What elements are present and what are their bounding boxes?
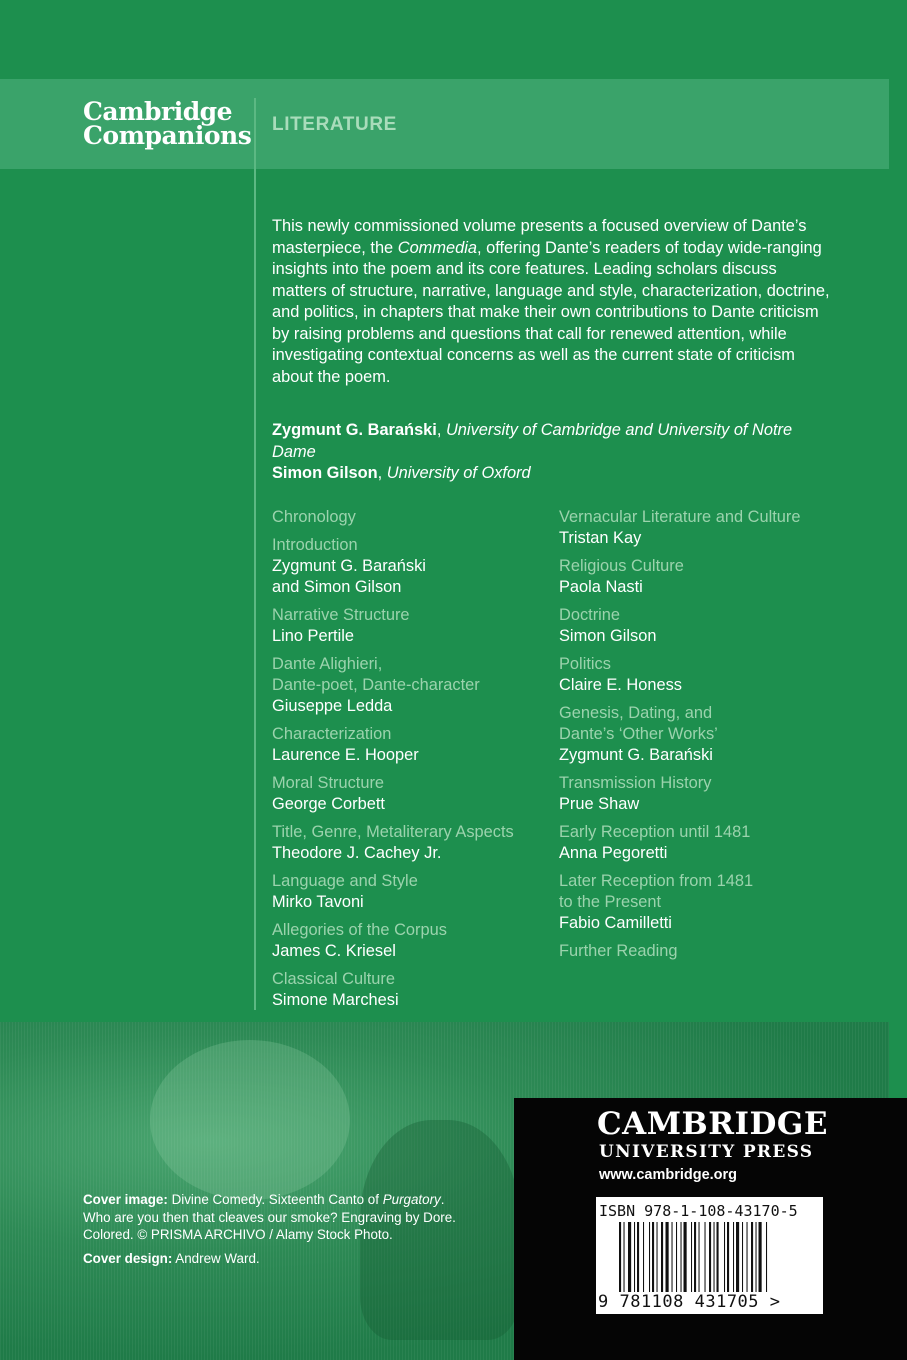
contents-item: Early Reception until 1481 Anna Pegoretti [559, 823, 751, 862]
contents-item: Narrative Structure Lino Pertile [272, 606, 410, 645]
barcode-bar [733, 1222, 734, 1292]
barcode-bar [676, 1222, 677, 1292]
barcode-icon [619, 1222, 814, 1292]
barcode-bar [657, 1222, 658, 1292]
barcode-bar [634, 1222, 635, 1292]
cover-design-credit: Cover design: Andrew Ward. [83, 1250, 260, 1266]
contents-item: Doctrine Simon Gilson [559, 606, 657, 645]
barcode-bar [619, 1222, 621, 1292]
contents-item: Transmission History Prue Shaw [559, 774, 712, 813]
commedia-title: Commedia [397, 238, 477, 257]
contents-item: Later Reception from 1481 to the Present Fabio Camilletti [559, 872, 754, 932]
contents-item: Vernacular Literature and Culture Tristan Kay [559, 508, 801, 547]
description-paragraph: This newly commissioned volume presents a focused overview of Dante’s masterpiece, the Commedia, offering Dante’s readers of today wide-ranging insights into the poem and its core features. Leading scholars discuss matters of structure, narrative, language and style, characterization, doctrine, and politics, in chapters that make their own contributions to Dante criticism by raising problems and questions that call for renewed attention, while investigating contextual concerns as well as the current state of criticism about the poem. [272, 217, 830, 386]
barcode-bar [714, 1222, 715, 1292]
vertical-divider [254, 98, 256, 1010]
publisher-logo-sub: UNIVERSITY PRESS [599, 1142, 814, 1162]
publisher-url: www.cambridge.org [599, 1167, 738, 1183]
series-logo-line2: Companions [83, 121, 252, 150]
contents-item: Allegories of the Corpus James C. Kriesel [272, 921, 447, 960]
barcode-bar [681, 1222, 682, 1292]
barcode-bar [724, 1222, 725, 1292]
barcode-bar [637, 1222, 639, 1292]
barcode-bar [699, 1222, 700, 1292]
barcode-bar [759, 1222, 762, 1292]
barcode-bar [694, 1222, 696, 1292]
barcode-bar [672, 1222, 673, 1292]
contents-item: Politics Claire E. Honess [559, 655, 682, 694]
barcode-bar [691, 1222, 692, 1292]
contents-right-column [559, 507, 849, 969]
barcode-bar [736, 1222, 739, 1292]
ean-digits: 9 781108 431705 > [598, 1292, 781, 1312]
barcode-bar [649, 1222, 650, 1292]
barcode-bar [756, 1222, 757, 1292]
book-description [272, 216, 832, 388]
barcode-bar [684, 1222, 687, 1292]
barcode-bar [747, 1222, 748, 1292]
barcode-bar [624, 1222, 625, 1292]
cover-credits [83, 1191, 463, 1267]
contents-item: Religious Culture Paola Nasti [559, 557, 684, 596]
editor-2: Simon Gilson, University of Oxford [272, 464, 531, 482]
barcode-bar [742, 1222, 743, 1292]
contents-item: Characterization Laurence E. Hooper [272, 725, 419, 764]
editor-1: Zygmunt G. Barański, University of Cambridge and University of Notre Dame [272, 421, 793, 461]
barcode-bar [727, 1222, 729, 1292]
barcode-bar [717, 1222, 719, 1292]
barcode-bar [628, 1222, 631, 1292]
barcode-bar [705, 1222, 706, 1292]
barcode-bar [751, 1222, 753, 1292]
barcode-bar [643, 1222, 644, 1292]
contents-item: Moral Structure George Corbett [272, 774, 385, 813]
barcode-bar [709, 1222, 711, 1292]
contents-item: Classical Culture Simone Marchesi [272, 970, 399, 1009]
contents-item: Genesis, Dating, and Dante’s ‘Other Works’ Zygmunt G. Barański [559, 704, 718, 764]
barcode-bar [766, 1222, 767, 1292]
barcode-bar [661, 1222, 663, 1292]
contents-item: Introduction Zygmunt G. Barański and Simon Gilson [272, 536, 426, 596]
editors-block [272, 420, 832, 485]
series-section-label: LITERATURE [272, 114, 397, 135]
isbn-text: ISBN 978-1-108-43170-5 [599, 1202, 798, 1220]
contents-item: Dante Alighieri, Dante-poet, Dante-character Giuseppe Ledda [272, 655, 480, 715]
contents-item: Title, Genre, Metaliterary Aspects Theodore J. Cachey Jr. [272, 823, 514, 862]
barcode-bar [652, 1222, 654, 1292]
barcode-bar [666, 1222, 669, 1292]
cover-image-credit: Cover image: Divine Comedy. Sixteenth Canto of Purgatory. Who are you then that cleaves our smoke? Engraving by Dore. Colored. © PRISMA ARCHIVO / Alamy Stock Photo. [83, 1192, 456, 1242]
publisher-logo-name: CAMBRIDGE [597, 1106, 828, 1142]
engraving-figure-shape [150, 1040, 350, 1200]
contents-left-column [272, 507, 562, 1018]
contents-item: Chronology [272, 508, 356, 526]
series-logo-line1: Cambridge [83, 97, 233, 126]
contents-item: Language and Style Mirko Tavoni [272, 872, 418, 911]
contents-item: Further Reading [559, 942, 678, 960]
